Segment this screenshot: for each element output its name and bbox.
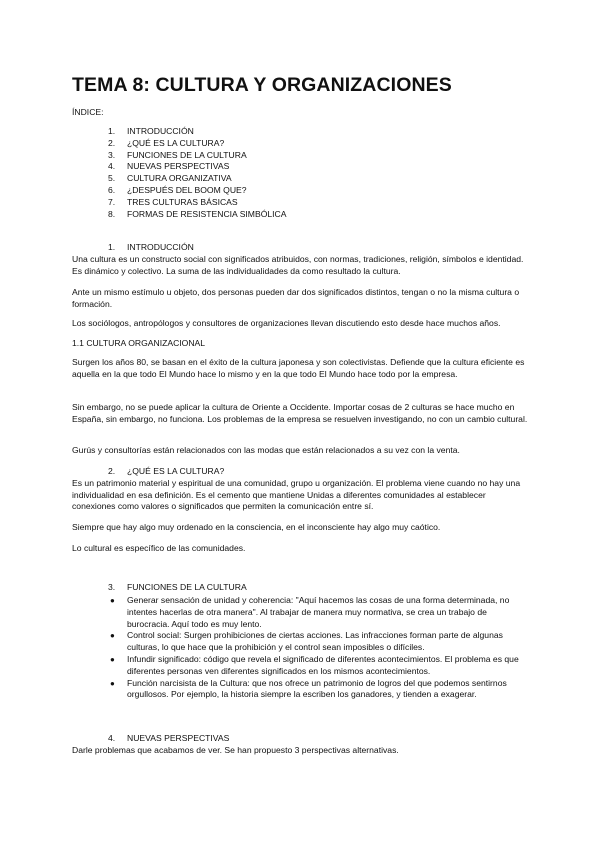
toc-label: FORMAS DE RESISTENCIA SIMBÓLICA — [127, 208, 287, 219]
toc-label: ¿DESPUÉS DEL BOOM QUE? — [127, 184, 247, 195]
subsection-heading: 1.1 CULTURA ORGANIZACIONAL — [72, 338, 206, 348]
paragraph: Darle problemas que acabamos de ver. Se han propuesto 3 perspectivas alternativas. — [72, 745, 399, 755]
list-item — [0, 678, 600, 702]
paragraph: Gurús y consultorías están relacionados con las modas que están relacionados a su vez con la venta. — [72, 445, 460, 455]
section-number: 2. — [108, 466, 116, 476]
list-item-text: Control social: Surgen prohibiciones de ciertas acciones. Las infracciones forman parte de algunas culturas, lo que hace que la prohibición y el control sean imposibles o difíciles. — [127, 630, 503, 653]
list-item-text: Infundir significado: código que revela el significado de diferentes acontecimientos. El problema es que diferentes personas ven diferentes significados en los mismos acontecimientos. — [127, 653, 519, 676]
toc-label: CULTURA ORGANIZATIVA — [127, 173, 232, 184]
section-number: 3. — [108, 582, 116, 592]
paragraph: Una cultura es un constructo social con significados atribuidos, con normas, tradiciones, religión, símbolos e identidad. Es dinámico y colectivo. La suma de las individualidades da como resultado la cultura. — [72, 254, 524, 276]
list-item-text: Función narcisista de la Cultura: que nos ofrece un patrimonio de logros del que podemos sentirnos orgullosos. Por ejemplo, la historia siempre la escriben los ganadores, y tienden a exagerar. — [127, 677, 507, 700]
section-number: 1. — [108, 242, 116, 252]
toc-number: 8. — [108, 208, 116, 219]
functions-list — [0, 595, 600, 701]
toc-label: INTRODUCCIÓN — [127, 126, 194, 136]
paragraph: Surgen los años 80, se basan en el éxito de la cultura japonesa y son colectivistas. Defiende que la cultura eficiente es aquella en la que todo El Mundo hace lo mismo y en la que todo El Mundo hace todo por la empresa. — [72, 357, 525, 379]
section-label: FUNCIONES DE LA CULTURA — [127, 582, 247, 592]
toc-label: ¿QUÉ ES LA CULTURA? — [127, 137, 225, 148]
toc-label: TRES CULTURAS BÁSICAS — [127, 196, 238, 207]
toc-label: FUNCIONES DE LA CULTURA — [127, 149, 247, 160]
toc-number: 7. — [108, 196, 116, 207]
toc-number: 3. — [108, 149, 116, 160]
paragraph: Siempre que hay algo muy ordenado en la consciencia, en el inconsciente hay algo muy caótico. — [72, 522, 441, 532]
toc-number: 5. — [108, 173, 116, 184]
bullet-icon: ● — [110, 678, 115, 688]
paragraph: Los sociólogos, antropólogos y consultores de organizaciones llevan discutiendo esto desde hace muchos años. — [72, 318, 501, 328]
list-item — [0, 630, 600, 654]
toc-number: 4. — [108, 161, 116, 172]
list-item-text: Generar sensación de unidad y coherencia: "Aquí hacemos las cosas de una forma determinada, no intentes hacerlas de otra manera". Al trabajar de manera muy normativa, se crea un trabajo de burocracia. Aquí todo es muy lento. — [127, 595, 510, 629]
toc-number: 2. — [108, 137, 116, 148]
toc-number: 1. — [108, 126, 116, 136]
paragraph: Sin embargo, no se puede aplicar la cultura de Oriente a Occidente. Importar cosas de 2 culturas se hace mucho en España, sin embargo, no funciona. Los problemas de la empresa se resuelven investigando, no con un cambio cultural. — [72, 402, 528, 424]
toc-label: NUEVAS PERSPECTIVAS — [127, 161, 230, 172]
page-title: TEMA 8: CULTURA Y ORGANIZACIONES — [72, 74, 452, 96]
bullet-icon: ● — [110, 596, 115, 605]
paragraph: Ante un mismo estímulo u objeto, dos personas pueden dar dos significados distintos, tengan o no la misma cultura o formación. — [72, 287, 520, 309]
list-item — [0, 595, 600, 630]
index-heading: ÍNDICE: — [72, 107, 104, 117]
paragraph: Lo cultural es específico de las comunidades. — [72, 543, 246, 553]
paragraph: Es un patrimonio material y espiritual de una comunidad, grupo u organización. El problema viene cuando no hay una individualidad en esa definición. Es el cemento que mantiene Unidas a diferentes comunidades al establecer conexiones como valores o significados que permiten la comunicación entre sí. — [72, 478, 521, 511]
list-item — [0, 654, 600, 678]
bullet-icon: ● — [110, 631, 115, 641]
bullet-icon: ● — [110, 654, 115, 664]
section-label: NUEVAS PERSPECTIVAS — [127, 733, 230, 743]
toc-number: 6. — [108, 184, 116, 195]
section-label: INTRODUCCIÓN — [127, 242, 194, 252]
section-label: ¿QUÉ ES LA CULTURA? — [127, 466, 225, 476]
section-number: 4. — [108, 733, 116, 743]
